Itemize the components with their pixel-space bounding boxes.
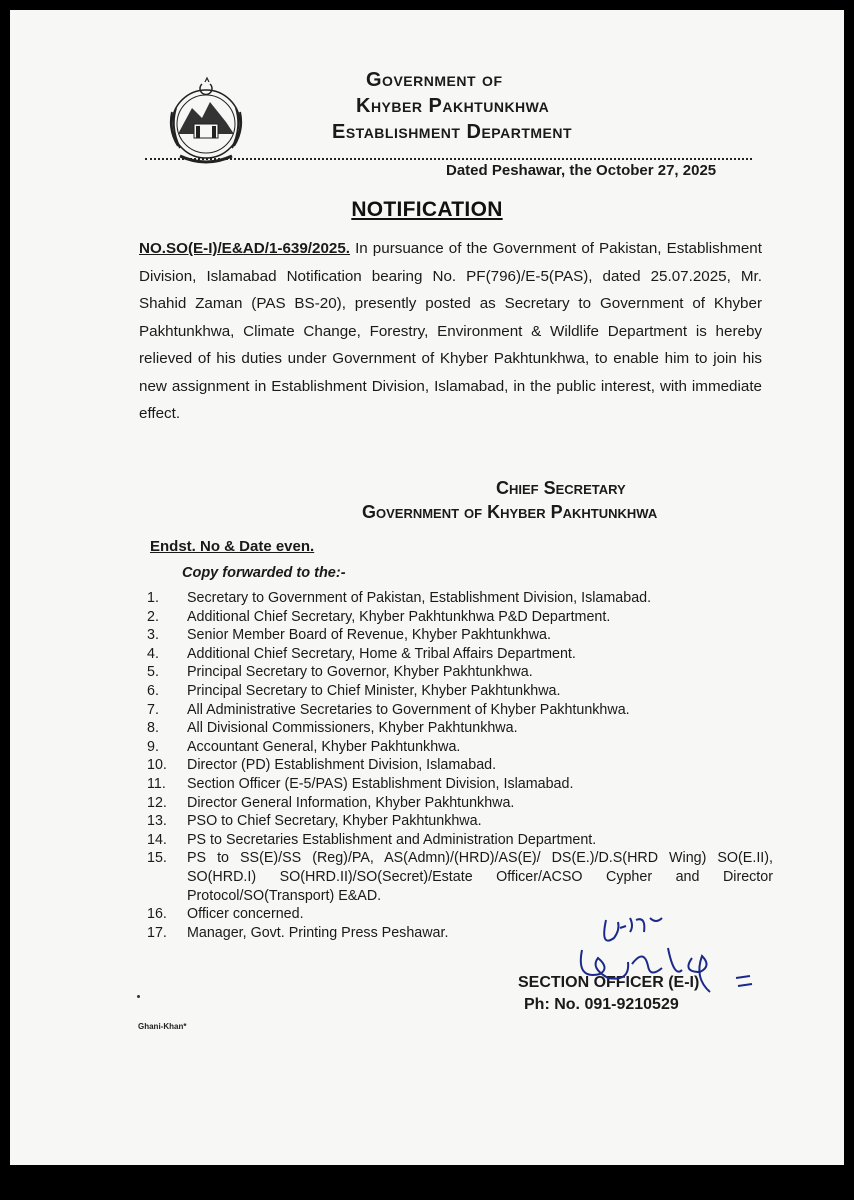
copy-item-number: 14. [147, 831, 167, 848]
copy-list-item [147, 738, 773, 757]
copy-item-text: Section Officer (E-5/PAS) Establishment Division, Islamabad. [187, 775, 574, 792]
khyber-pakhtunkhwa-emblem [158, 72, 254, 172]
copy-item-number: 16. [147, 906, 167, 923]
handwritten-signature [570, 908, 780, 1008]
copy-item-text: Additional Chief Secretary, Khyber Pakhtunkhwa P&D Department. [187, 608, 611, 625]
copy-list-item [147, 719, 773, 738]
copy-list-item [147, 626, 773, 645]
copy-item-text: Director (PD) Establishment Division, Islamabad. [187, 757, 497, 774]
copy-item-number: 11. [147, 775, 166, 792]
copy-item-number: 6. [147, 682, 159, 699]
copy-list-item [147, 701, 773, 720]
copy-item-text: All Divisional Commissioners, Khyber Pakhtunkhwa. [187, 720, 518, 737]
copy-list-item [147, 775, 773, 794]
copy-item-number: 15. [147, 850, 167, 867]
notification-number: NO.SO(E-I)/E&AD/1-639/2025. [139, 240, 351, 257]
copy-list-item [147, 812, 773, 831]
copy-forwarded-heading: Copy forwarded to the:- [182, 565, 346, 581]
copy-item-number: 3. [147, 627, 159, 644]
copy-item-number: 2. [147, 608, 159, 625]
copy-list-item [147, 849, 773, 905]
copy-list-item [147, 682, 773, 701]
signatory-title: Chief Secretary [496, 478, 626, 498]
copy-item-text: Additional Chief Secretary, Home & Tribal Affairs Department. [187, 645, 576, 662]
signatory-office: Government of Khyber Pakhtunkhwa [362, 502, 658, 522]
header-government: Government of [366, 69, 503, 91]
copy-list-item [147, 663, 773, 682]
copy-item-text: Director General Information, Khyber Pakhtunkhwa. [187, 794, 515, 811]
copy-list-item [147, 831, 773, 850]
copy-item-text: All Administrative Secretaries to Government of Khyber Pakhtunkhwa. [187, 701, 630, 718]
copy-list [147, 589, 773, 942]
copy-list-item [147, 645, 773, 664]
copy-item-text: Manager, Govt. Printing Press Peshawar. [187, 924, 449, 941]
endorsement-heading: Endst. No & Date even. [150, 538, 315, 555]
copy-item-text: PS to Secretaries Establishment and Administration Department. [187, 831, 597, 848]
copy-item-number: 8. [147, 720, 159, 737]
header-divider [145, 158, 752, 160]
copy-item-text: Accountant General, Khyber Pakhtunkhwa. [187, 738, 461, 755]
notification-title: NOTIFICATION [351, 198, 503, 221]
header-department: Establishment Department [332, 121, 573, 143]
copy-item-number: 17. [147, 924, 167, 941]
copy-item-number: 9. [147, 738, 159, 755]
copy-item-number: 4. [147, 645, 159, 662]
copy-item-number: 5. [147, 664, 159, 681]
notification-text: In pursuance of the Government of Pakistan, Establishment Division, Islamabad Notification bearing No. PF(796)/E-5(PAS), dated 25.07.2025, Mr. Shahid Zaman (PAS BS-20), presently posted as Secretary to Government of Khyber Pakhtunkhwa, Climate Change, Forestry, Environment & Wildlife Department is hereby relieved of his duties under Government of Khyber Pakhtunkhwa, to enable him to join his new assignment in Establishment Division, Islamabad, in the public interest, with immediate effect. [139, 240, 762, 422]
copy-item-text: Principal Secretary to Governor, Khyber Pakhtunkhwa. [187, 664, 533, 681]
copy-item-text: Secretary to Government of Pakistan, Establishment Division, Islamabad. [187, 590, 652, 606]
copy-item-text: Principal Secretary to Chief Minister, Khyber Pakhtunkhwa. [187, 682, 561, 699]
speck-mark [137, 995, 140, 998]
copy-item-number: 12. [147, 794, 167, 811]
typist-reference: Ghani-Khan* [138, 1022, 187, 1031]
phone-number: Ph: No. 091-9210529 [524, 996, 679, 1013]
section-officer-title: SECTION OFFICER (E-I) [518, 974, 700, 991]
copy-item-text: Senior Member Board of Revenue, Khyber Pakhtunkhwa. [187, 627, 551, 644]
dated-line: Dated Peshawar, the October 27, 2025 [446, 162, 717, 179]
copy-item-number: 1. [147, 590, 159, 606]
copy-list-item [147, 756, 773, 775]
copy-item-number: 13. [147, 813, 167, 830]
copy-item-text: PSO to Chief Secretary, Khyber Pakhtunkhwa. [187, 813, 482, 830]
copy-list-item [147, 608, 773, 627]
header-province: Khyber Pakhtunkhwa [356, 95, 550, 117]
document-page [10, 10, 844, 1165]
copy-list-item [147, 794, 773, 813]
copy-item-text: Officer concerned. [187, 906, 304, 923]
copy-item-number: 10. [147, 757, 167, 774]
notification-body [139, 235, 762, 428]
copy-item-text: PS to SS(E)/SS (Reg)/PA, AS(Admn)/(HRD)/AS(E)/ DS(E.)/D.S(HRD Wing) SO(E.II), SO(HRD.I) SO(HRD.II)/SO(Secret)/Estate Officer/ACSO Cypher and Director Protocol/SO(Transport) E&AD. [187, 850, 773, 904]
copy-item-number: 7. [147, 701, 159, 718]
copy-list-item [147, 589, 773, 608]
